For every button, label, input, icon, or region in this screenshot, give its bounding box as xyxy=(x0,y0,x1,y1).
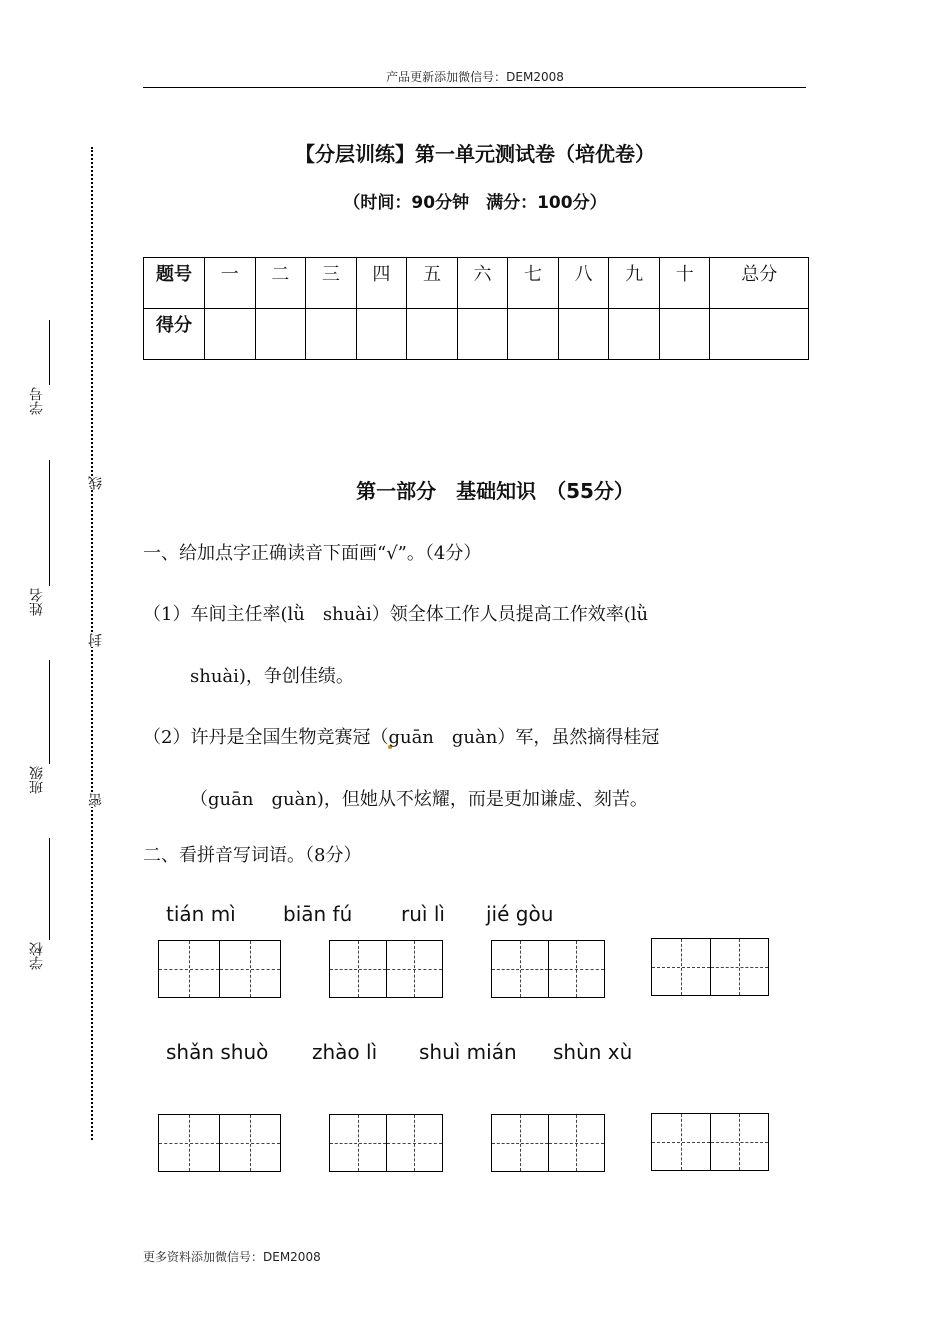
blank-school[interactable] xyxy=(49,838,50,940)
label-class: 班级 xyxy=(29,766,45,794)
page-footer: 更多资料添加微信号：DEM2008 xyxy=(143,1250,321,1264)
q1-item2-line2: （guān guàn)，但她从不炫耀，而是更加谦虚、刻苦。 xyxy=(190,789,648,810)
col-header: 六 xyxy=(457,258,508,309)
page-header: 产品更新添加微信号：DEM2008 xyxy=(386,70,564,84)
pinyin-label: shuì mián xyxy=(419,1040,517,1064)
writing-grid[interactable] xyxy=(329,940,443,998)
row-label-score: 得分 xyxy=(144,309,205,360)
seal-mark-feng: 封 xyxy=(88,633,104,647)
q1-item1-line2: shuài)，争创佳绩。 xyxy=(190,666,354,687)
writing-grid[interactable] xyxy=(491,940,605,998)
seal-mark-mi: 密 xyxy=(88,793,104,807)
seal-mark-xian: 线 xyxy=(88,476,104,490)
q2-title: 二、看拼音写词语。（8分） xyxy=(143,845,362,866)
writing-grid[interactable] xyxy=(491,1114,605,1172)
grid-cell[interactable] xyxy=(548,941,605,997)
exam-title: 【分层训练】第一单元测试卷（培优卷） xyxy=(295,142,655,166)
grid-cell[interactable] xyxy=(710,1114,769,1170)
pinyin-label: shùn xù xyxy=(553,1040,633,1064)
q1-item2-line1 xyxy=(143,723,659,749)
score-cell[interactable] xyxy=(255,309,306,360)
label-student-id: 学号 xyxy=(29,387,45,415)
score-table-header-row xyxy=(144,258,809,309)
pinyin-label: zhào lì xyxy=(312,1040,378,1064)
grid-cell[interactable] xyxy=(710,939,769,995)
blank-class[interactable] xyxy=(49,660,50,764)
score-cell[interactable] xyxy=(205,309,256,360)
score-cell[interactable] xyxy=(306,309,357,360)
col-header: 一 xyxy=(205,258,256,309)
exam-subtitle: （时间：90分钟 满分：100分） xyxy=(343,193,607,213)
col-header: 九 xyxy=(609,258,660,309)
grid-cell[interactable] xyxy=(492,941,548,997)
pinyin-label: shǎn shuò xyxy=(166,1040,269,1064)
grid-cell[interactable] xyxy=(219,941,280,997)
section-title: 第一部分 基础知识 （55分） xyxy=(356,479,634,503)
q1-item2-prefix: （2）许丹是全国生物竞赛冠（ xyxy=(143,727,389,748)
writing-grid[interactable] xyxy=(329,1114,443,1172)
col-header: 七 xyxy=(508,258,559,309)
score-cell[interactable] xyxy=(407,309,458,360)
grid-cell[interactable] xyxy=(652,939,710,995)
score-table-score-row xyxy=(144,309,809,360)
pinyin-label: ruì lì xyxy=(401,902,445,926)
grid-cell[interactable] xyxy=(159,1115,219,1171)
writing-grid[interactable] xyxy=(158,940,281,998)
grid-cell[interactable] xyxy=(386,1115,443,1171)
writing-grid[interactable] xyxy=(651,938,769,996)
col-header: 三 xyxy=(306,258,357,309)
grid-cell[interactable] xyxy=(219,1115,280,1171)
col-header-total: 总分 xyxy=(710,258,809,309)
score-cell[interactable] xyxy=(609,309,660,360)
q1-item1-line1: （1）车间主任率(lǜ shuài）领全体工作人员提高工作效率(lǜ xyxy=(143,604,649,625)
writing-grid[interactable] xyxy=(651,1113,769,1171)
score-cell-total[interactable] xyxy=(710,309,809,360)
score-cell[interactable] xyxy=(457,309,508,360)
col-header: 二 xyxy=(255,258,306,309)
grid-cell[interactable] xyxy=(652,1114,710,1170)
grid-cell[interactable] xyxy=(159,941,219,997)
score-cell[interactable] xyxy=(508,309,559,360)
row-label-question-number: 题号 xyxy=(144,258,205,309)
col-header: 五 xyxy=(407,258,458,309)
score-cell[interactable] xyxy=(356,309,407,360)
q1-title: 一、给加点字正确读音下面画“√”。（4分） xyxy=(143,543,482,564)
grid-cell[interactable] xyxy=(548,1115,605,1171)
score-table xyxy=(143,257,809,360)
pinyin-label: jié gòu xyxy=(486,902,554,926)
pinyin-label: biān fú xyxy=(283,902,353,926)
grid-cell[interactable] xyxy=(330,941,386,997)
label-name: 姓名 xyxy=(29,588,45,616)
label-school: 学校 xyxy=(29,942,45,970)
grid-cell[interactable] xyxy=(386,941,443,997)
header-rule xyxy=(143,87,806,88)
q1-item2-rest: guān guàn）军，虽然摘得桂冠 xyxy=(388,727,660,748)
col-header: 八 xyxy=(558,258,609,309)
col-header: 十 xyxy=(659,258,710,309)
score-cell[interactable] xyxy=(558,309,609,360)
pinyin-label: tián mì xyxy=(166,902,236,926)
blank-student-id[interactable] xyxy=(49,320,50,385)
grid-cell[interactable] xyxy=(330,1115,386,1171)
grid-cell[interactable] xyxy=(492,1115,548,1171)
writing-grid[interactable] xyxy=(158,1114,281,1172)
col-header: 四 xyxy=(356,258,407,309)
score-cell[interactable] xyxy=(659,309,710,360)
